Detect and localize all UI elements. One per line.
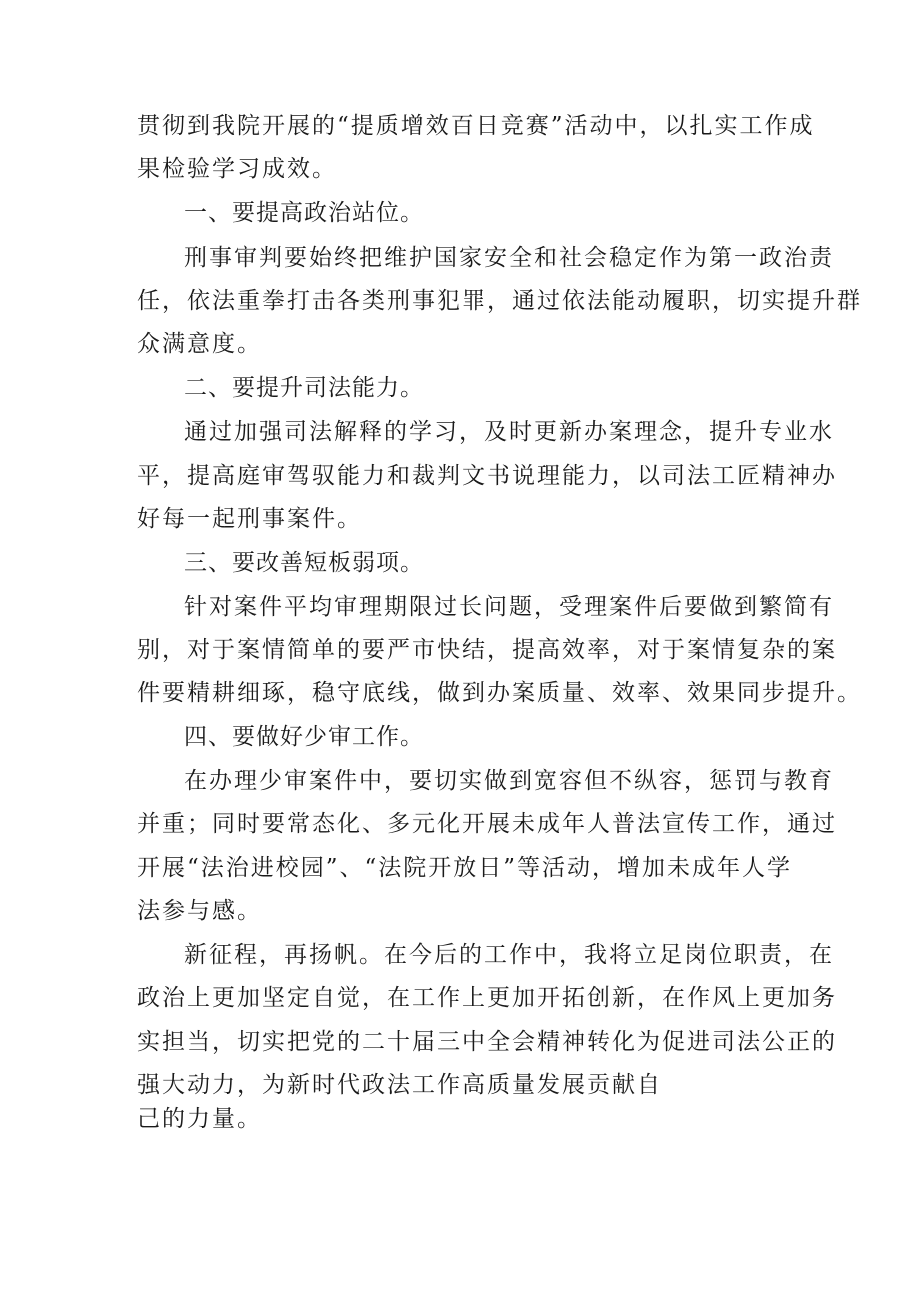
closing-line-5: 己的力量。	[137, 1106, 262, 1132]
section-2-heading: 二、要提升司法能力。	[184, 375, 424, 401]
intro-line-1: 贯彻到我院开展的“提质增效百日竞赛”活动中，以扎实工作成	[137, 113, 815, 139]
closing-line-1: 新征程，再扬帆。在今后的工作中，我将立足岗位职责，在	[184, 942, 834, 968]
section-1-heading: 一、要提高政治站位。	[184, 200, 424, 226]
section-1-line-1: 刑事审判要始终把维护国家安全和社会稳定作为第一政治责	[184, 245, 834, 271]
section-1-line-2: 任，依法重拳打击各类刑事犯罪，通过依法能动履职，切实提升群	[137, 288, 862, 314]
section-3-line-3: 件要精耕细琢，稳守底线，做到办案质量、效率、效果同步提升。	[137, 680, 862, 706]
closing-line-3: 实担当，切实把党的二十届三中全会精神转化为促进司法公正的	[137, 1029, 837, 1055]
section-2-line-3: 好每一起刑事案件。	[137, 506, 362, 532]
section-4-line-1: 在办理少审案件中，要切实做到宽容但不纵容，惩罚与教育	[184, 768, 834, 794]
section-3-line-2: 别，对于案情简单的要严市快结，提高效率，对于案情复杂的案	[137, 637, 837, 663]
section-3-line-1: 针对案件平均审理期限过长问题，受理案件后要做到繁简有	[184, 594, 834, 620]
section-4-heading: 四、要做好少审工作。	[184, 724, 424, 750]
section-1-line-3: 众满意度。	[137, 331, 262, 357]
intro-line-2: 果检验学习成效。	[137, 156, 337, 182]
section-3-heading: 三、要改善短板弱项。	[184, 550, 424, 576]
section-4-line-4: 法参与感。	[137, 898, 262, 924]
section-2-line-2: 平，提高庭审驾驭能力和裁判文书说理能力，以司法工匠精神办	[137, 463, 837, 489]
section-2-line-1: 通过加强司法解释的学习，及时更新办案理念，提升专业水	[184, 419, 834, 445]
closing-line-4: 强大动力，为新时代政法工作高质量发展贡献自	[137, 1072, 662, 1098]
section-4-line-2: 并重；同时要常态化、多元化开展未成年人普法宣传工作，通过	[137, 811, 837, 837]
section-4-line-3: 开展“法治进校园”、“法院开放日”等活动，增加未成年人学	[137, 855, 793, 881]
closing-line-2: 政治上更加坚定自觉，在工作上更加开拓创新，在作风上更加务	[137, 985, 837, 1011]
